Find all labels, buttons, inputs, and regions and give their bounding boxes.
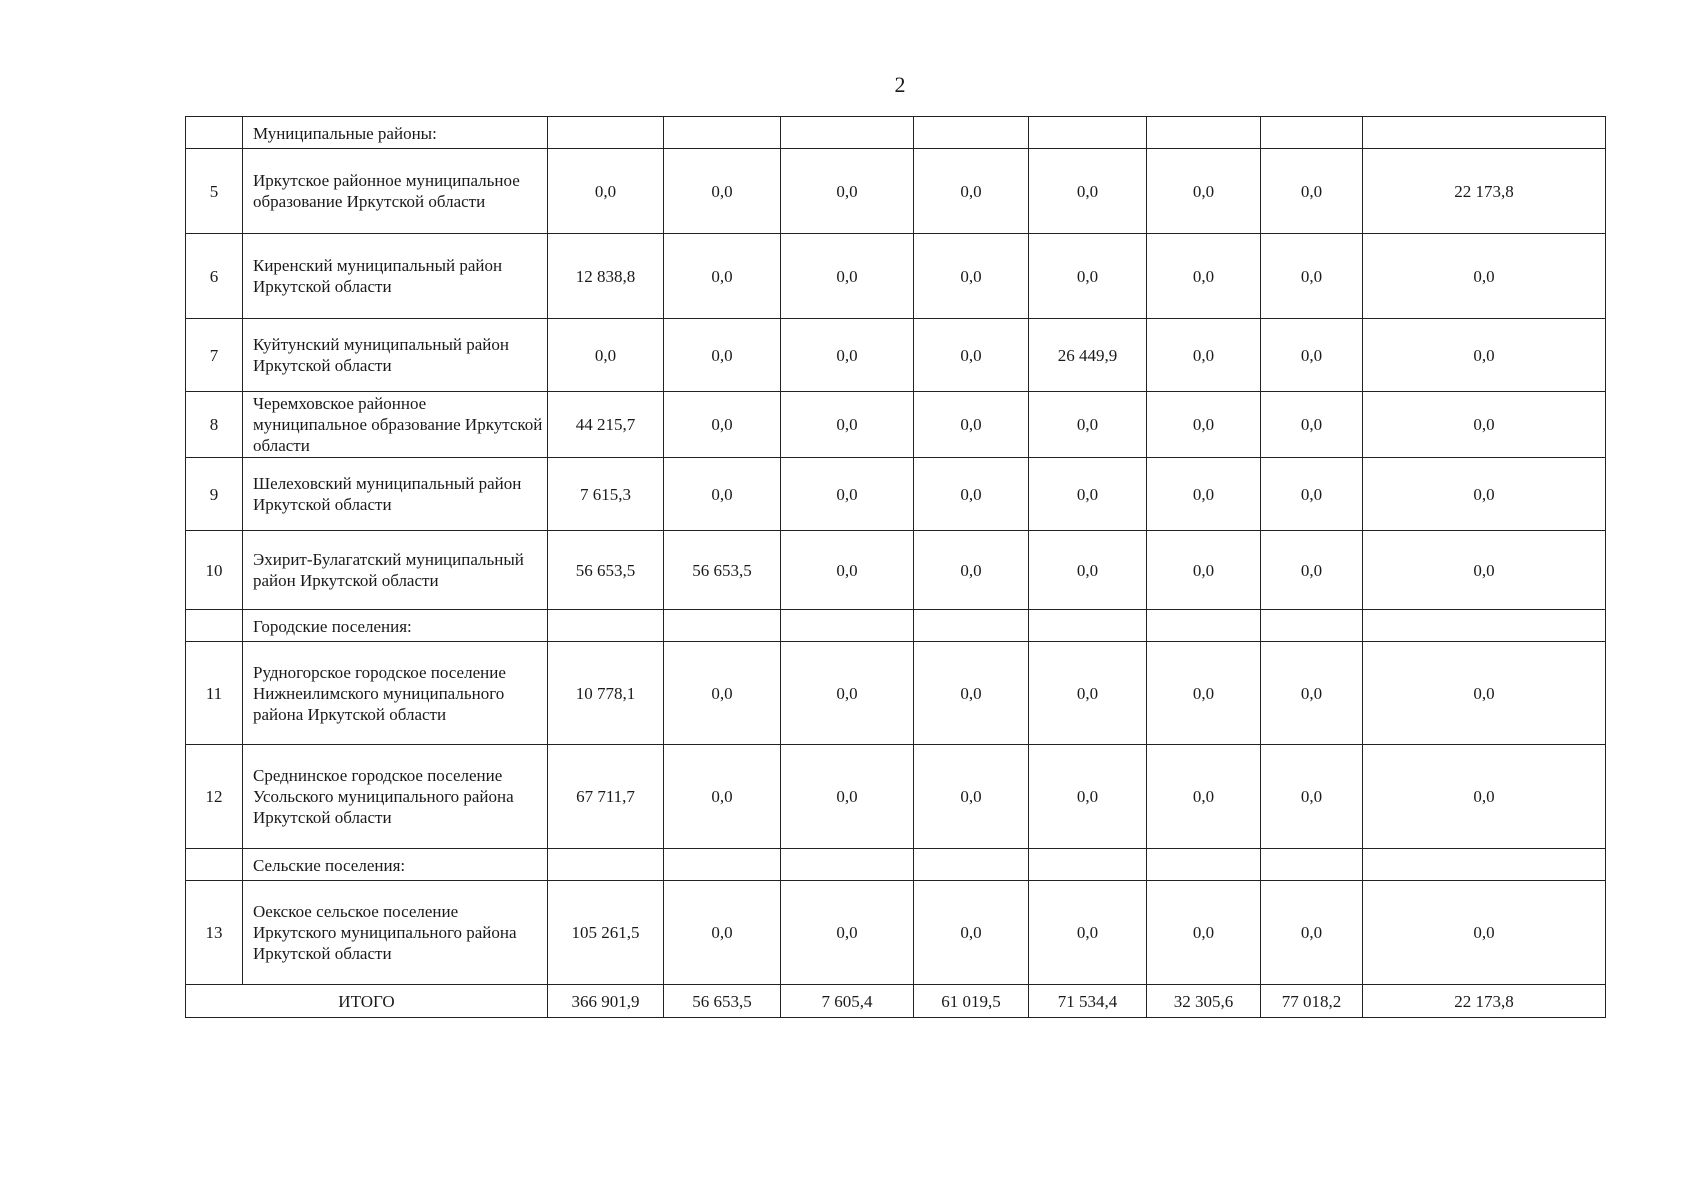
- total-value-cell: 56 653,5: [664, 985, 781, 1018]
- table-row: [186, 881, 1606, 985]
- section-label: Городские поселения:: [243, 610, 548, 642]
- value-cell: 0,0: [1363, 319, 1606, 392]
- value-cell: 0,0: [664, 642, 781, 745]
- value-cell: 0,0: [1147, 458, 1261, 531]
- total-row: [186, 985, 1606, 1018]
- row-name: Рудногорское городское поселение Нижнеилимского муниципального района Иркутской области: [243, 642, 548, 745]
- row-number: 13: [186, 881, 243, 985]
- row-name: Шелеховский муниципальный район Иркутской области: [243, 458, 548, 531]
- value-cell: 0,0: [914, 234, 1029, 319]
- value-cell: 0,0: [664, 149, 781, 234]
- value-cell: 0,0: [1147, 149, 1261, 234]
- value-cell: 12 838,8: [548, 234, 664, 319]
- total-value-cell: 32 305,6: [1147, 985, 1261, 1018]
- value-cell: 0,0: [914, 319, 1029, 392]
- value-cell: 0,0: [914, 458, 1029, 531]
- value-cell: 0,0: [1029, 531, 1147, 610]
- value-cell: 0,0: [548, 149, 664, 234]
- row-name: Эхирит-Булагатский муниципальный район Иркутской области: [243, 531, 548, 610]
- value-cell: 0,0: [1261, 392, 1363, 458]
- value-cell: 10 778,1: [548, 642, 664, 745]
- value-cell: 0,0: [781, 234, 914, 319]
- value-cell: 0,0: [664, 458, 781, 531]
- value-cell: 0,0: [1029, 745, 1147, 849]
- value-cell: 0,0: [1029, 234, 1147, 319]
- value-cell: 0,0: [1147, 392, 1261, 458]
- value-cell: 0,0: [781, 458, 914, 531]
- section-label: Сельские поселения:: [243, 849, 548, 881]
- value-cell: 0,0: [781, 531, 914, 610]
- row-name: Оекское сельское поселение Иркутского муниципального района Иркутской области: [243, 881, 548, 985]
- value-cell: 67 711,7: [548, 745, 664, 849]
- row-number: 9: [186, 458, 243, 531]
- value-cell: 0,0: [914, 149, 1029, 234]
- row-name: Куйтунский муниципальный район Иркутской области: [243, 319, 548, 392]
- table-row: [186, 745, 1606, 849]
- value-cell: 0,0: [1363, 745, 1606, 849]
- value-cell: 0,0: [1261, 458, 1363, 531]
- row-number: 8: [186, 392, 243, 458]
- value-cell: 0,0: [548, 319, 664, 392]
- row-name: Киренский муниципальный район Иркутской области: [243, 234, 548, 319]
- value-cell: 0,0: [914, 745, 1029, 849]
- total-value-cell: 61 019,5: [914, 985, 1029, 1018]
- value-cell: 0,0: [1147, 531, 1261, 610]
- value-cell: 0,0: [781, 392, 914, 458]
- row-number: 10: [186, 531, 243, 610]
- value-cell: 0,0: [781, 745, 914, 849]
- value-cell: 0,0: [1029, 458, 1147, 531]
- value-cell: 0,0: [1261, 531, 1363, 610]
- row-number: 12: [186, 745, 243, 849]
- value-cell: 0,0: [1147, 745, 1261, 849]
- row-number: 6: [186, 234, 243, 319]
- section-row: [186, 849, 1606, 881]
- value-cell: 0,0: [914, 642, 1029, 745]
- value-cell: 0,0: [1147, 234, 1261, 319]
- total-value-cell: 7 605,4: [781, 985, 914, 1018]
- value-cell: 0,0: [781, 881, 914, 985]
- section-row: [186, 117, 1606, 149]
- value-cell: 7 615,3: [548, 458, 664, 531]
- total-value-cell: 22 173,8: [1363, 985, 1606, 1018]
- value-cell: 0,0: [664, 881, 781, 985]
- value-cell: 56 653,5: [548, 531, 664, 610]
- table-row: [186, 531, 1606, 610]
- value-cell: 0,0: [1029, 881, 1147, 985]
- row-name: Среднинское городское поселение Усольского муниципального района Иркутской области: [243, 745, 548, 849]
- page-number: 2: [894, 72, 906, 97]
- value-cell: 0,0: [781, 642, 914, 745]
- value-cell: 0,0: [1363, 531, 1606, 610]
- value-cell: 0,0: [1029, 392, 1147, 458]
- budget-table: [185, 116, 1606, 1018]
- value-cell: 0,0: [664, 745, 781, 849]
- row-number: 5: [186, 149, 243, 234]
- row-name: Иркутское районное муниципальное образование Иркутской области: [243, 149, 548, 234]
- section-label: Муниципальные районы:: [243, 117, 548, 149]
- table-row: [186, 149, 1606, 234]
- value-cell: 0,0: [914, 392, 1029, 458]
- value-cell: 0,0: [914, 531, 1029, 610]
- value-cell: 0,0: [664, 234, 781, 319]
- value-cell: 0,0: [1261, 642, 1363, 745]
- table-row: [186, 392, 1606, 458]
- value-cell: 0,0: [1261, 745, 1363, 849]
- total-value-cell: 71 534,4: [1029, 985, 1147, 1018]
- value-cell: 0,0: [1261, 881, 1363, 985]
- row-number: 7: [186, 319, 243, 392]
- value-cell: 0,0: [664, 319, 781, 392]
- value-cell: 0,0: [781, 319, 914, 392]
- value-cell: 0,0: [1363, 392, 1606, 458]
- total-label: ИТОГО: [186, 985, 548, 1018]
- value-cell: 56 653,5: [664, 531, 781, 610]
- value-cell: 0,0: [1147, 881, 1261, 985]
- value-cell: 22 173,8: [1363, 149, 1606, 234]
- total-value-cell: 77 018,2: [1261, 985, 1363, 1018]
- value-cell: 0,0: [781, 149, 914, 234]
- section-row: [186, 610, 1606, 642]
- value-cell: 0,0: [1029, 149, 1147, 234]
- value-cell: 44 215,7: [548, 392, 664, 458]
- table-row: [186, 458, 1606, 531]
- value-cell: 0,0: [1261, 149, 1363, 234]
- value-cell: 26 449,9: [1029, 319, 1147, 392]
- row-name: Черемховское районное муниципальное образование Иркутской области: [243, 392, 548, 458]
- value-cell: 0,0: [1261, 234, 1363, 319]
- value-cell: 0,0: [1147, 642, 1261, 745]
- value-cell: 0,0: [1363, 458, 1606, 531]
- value-cell: 0,0: [1029, 642, 1147, 745]
- value-cell: 0,0: [1147, 319, 1261, 392]
- table-row: [186, 642, 1606, 745]
- row-number: 11: [186, 642, 243, 745]
- total-value-cell: 366 901,9: [548, 985, 664, 1018]
- value-cell: 0,0: [914, 881, 1029, 985]
- value-cell: 0,0: [664, 392, 781, 458]
- value-cell: 0,0: [1261, 319, 1363, 392]
- table-row: [186, 319, 1606, 392]
- value-cell: 105 261,5: [548, 881, 664, 985]
- value-cell: 0,0: [1363, 881, 1606, 985]
- value-cell: 0,0: [1363, 642, 1606, 745]
- table-row: [186, 234, 1606, 319]
- value-cell: 0,0: [1363, 234, 1606, 319]
